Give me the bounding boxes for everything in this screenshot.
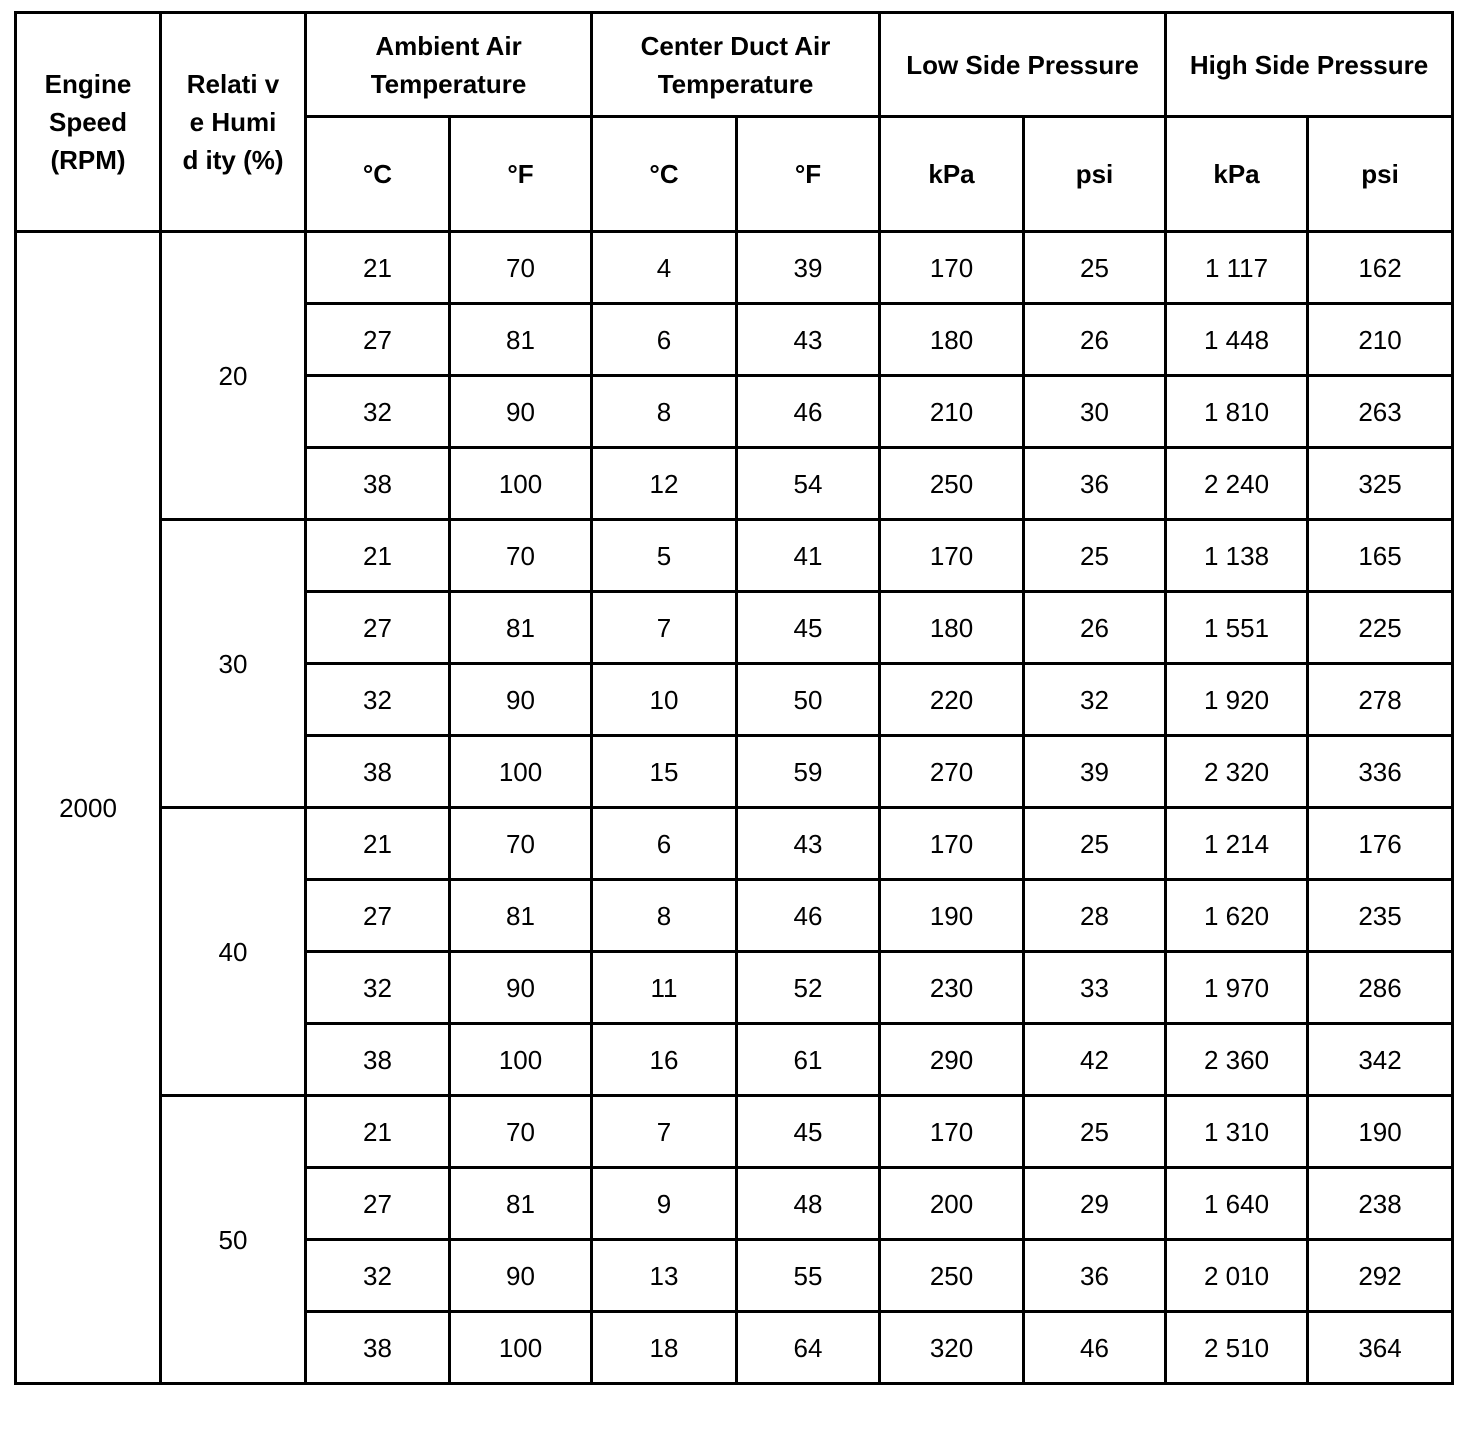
cell-high-kpa: 2 010 bbox=[1166, 1240, 1308, 1312]
cell-low-kpa: 180 bbox=[880, 592, 1024, 664]
cell-high-kpa: 2 360 bbox=[1166, 1024, 1308, 1096]
cell-ambient-c: 21 bbox=[306, 520, 450, 592]
cell-duct-c: 8 bbox=[592, 376, 737, 448]
cell-ambient-f: 100 bbox=[450, 1312, 592, 1384]
cell-duct-f: 46 bbox=[737, 880, 880, 952]
cell-high-psi: 263 bbox=[1308, 376, 1453, 448]
cell-low-kpa: 220 bbox=[880, 664, 1024, 736]
cell-duct-f: 39 bbox=[737, 232, 880, 304]
cell-low-kpa: 250 bbox=[880, 1240, 1024, 1312]
cell-low-psi: 29 bbox=[1024, 1168, 1166, 1240]
cell-duct-c: 7 bbox=[592, 592, 737, 664]
cell-duct-c: 16 bbox=[592, 1024, 737, 1096]
cell-ambient-c: 32 bbox=[306, 1240, 450, 1312]
cell-duct-f: 55 bbox=[737, 1240, 880, 1312]
cell-low-kpa: 170 bbox=[880, 520, 1024, 592]
cell-ambient-f: 70 bbox=[450, 1096, 592, 1168]
cell-ambient-c: 27 bbox=[306, 592, 450, 664]
cell-low-psi: 25 bbox=[1024, 232, 1166, 304]
cell-high-psi: 336 bbox=[1308, 736, 1453, 808]
cell-duct-c: 12 bbox=[592, 448, 737, 520]
cell-duct-c: 8 bbox=[592, 880, 737, 952]
cell-duct-c: 11 bbox=[592, 952, 737, 1024]
cell-ambient-f: 90 bbox=[450, 1240, 592, 1312]
cell-ambient-f: 70 bbox=[450, 520, 592, 592]
cell-ambient-c: 38 bbox=[306, 448, 450, 520]
cell-ambient-f: 81 bbox=[450, 592, 592, 664]
cell-duct-c: 7 bbox=[592, 1096, 737, 1168]
ambient-air-temperature-header: Ambient Air Temperature bbox=[306, 13, 592, 117]
cell-ambient-c: 27 bbox=[306, 1168, 450, 1240]
cell-high-psi: 342 bbox=[1308, 1024, 1453, 1096]
cell-duct-c: 6 bbox=[592, 304, 737, 376]
cell-high-psi: 176 bbox=[1308, 808, 1453, 880]
table-row bbox=[16, 520, 1453, 592]
cell-low-psi: 26 bbox=[1024, 304, 1166, 376]
cell-low-kpa: 320 bbox=[880, 1312, 1024, 1384]
cell-duct-c: 4 bbox=[592, 232, 737, 304]
cell-low-kpa: 170 bbox=[880, 808, 1024, 880]
cell-ambient-c: 38 bbox=[306, 736, 450, 808]
cell-high-kpa: 1 117 bbox=[1166, 232, 1308, 304]
humidity-cell: 50 bbox=[161, 1096, 306, 1384]
cell-high-psi: 292 bbox=[1308, 1240, 1453, 1312]
cell-high-kpa: 2 320 bbox=[1166, 736, 1308, 808]
cell-ambient-c: 21 bbox=[306, 1096, 450, 1168]
cell-ambient-f: 100 bbox=[450, 448, 592, 520]
cell-high-psi: 278 bbox=[1308, 664, 1453, 736]
cell-low-kpa: 210 bbox=[880, 376, 1024, 448]
cell-low-psi: 42 bbox=[1024, 1024, 1166, 1096]
cell-high-kpa: 1 920 bbox=[1166, 664, 1308, 736]
cell-ambient-f: 81 bbox=[450, 304, 592, 376]
unit-header-duct-f: °F bbox=[737, 117, 880, 232]
cell-high-kpa: 1 310 bbox=[1166, 1096, 1308, 1168]
cell-duct-c: 6 bbox=[592, 808, 737, 880]
cell-ambient-c: 21 bbox=[306, 232, 450, 304]
cell-ambient-f: 90 bbox=[450, 664, 592, 736]
table-row bbox=[16, 1096, 1453, 1168]
unit-header-low-kpa: kPa bbox=[880, 117, 1024, 232]
table-header bbox=[16, 13, 1453, 232]
cell-high-psi: 190 bbox=[1308, 1096, 1453, 1168]
unit-header-low-psi: psi bbox=[1024, 117, 1166, 232]
cell-high-kpa: 1 970 bbox=[1166, 952, 1308, 1024]
cell-low-kpa: 170 bbox=[880, 1096, 1024, 1168]
unit-header-high-psi: psi bbox=[1308, 117, 1453, 232]
cell-ambient-c: 21 bbox=[306, 808, 450, 880]
cell-duct-f: 61 bbox=[737, 1024, 880, 1096]
cell-low-kpa: 230 bbox=[880, 952, 1024, 1024]
unit-header-high-kpa: kPa bbox=[1166, 117, 1308, 232]
cell-low-psi: 32 bbox=[1024, 664, 1166, 736]
cell-low-kpa: 250 bbox=[880, 448, 1024, 520]
cell-duct-f: 48 bbox=[737, 1168, 880, 1240]
cell-low-psi: 25 bbox=[1024, 1096, 1166, 1168]
cell-high-psi: 286 bbox=[1308, 952, 1453, 1024]
cell-high-psi: 235 bbox=[1308, 880, 1453, 952]
cell-high-psi: 238 bbox=[1308, 1168, 1453, 1240]
table-body bbox=[16, 232, 1453, 1384]
cell-ambient-c: 38 bbox=[306, 1312, 450, 1384]
cell-ambient-c: 32 bbox=[306, 376, 450, 448]
cell-ambient-f: 100 bbox=[450, 1024, 592, 1096]
cell-high-psi: 325 bbox=[1308, 448, 1453, 520]
cell-duct-c: 10 bbox=[592, 664, 737, 736]
ac-performance-table bbox=[14, 11, 1454, 1385]
center-duct-air-temperature-header: Center Duct Air Temperature bbox=[592, 13, 880, 117]
cell-low-kpa: 270 bbox=[880, 736, 1024, 808]
unit-header-duct-c: °C bbox=[592, 117, 737, 232]
cell-duct-f: 54 bbox=[737, 448, 880, 520]
cell-high-kpa: 1 551 bbox=[1166, 592, 1308, 664]
cell-low-kpa: 200 bbox=[880, 1168, 1024, 1240]
cell-duct-f: 45 bbox=[737, 592, 880, 664]
cell-high-psi: 165 bbox=[1308, 520, 1453, 592]
cell-low-psi: 26 bbox=[1024, 592, 1166, 664]
cell-low-psi: 25 bbox=[1024, 520, 1166, 592]
cell-ambient-f: 70 bbox=[450, 232, 592, 304]
cell-low-psi: 28 bbox=[1024, 880, 1166, 952]
cell-duct-f: 59 bbox=[737, 736, 880, 808]
cell-low-psi: 36 bbox=[1024, 448, 1166, 520]
cell-duct-f: 41 bbox=[737, 520, 880, 592]
engine-speed-cell: 2000 bbox=[16, 232, 161, 1384]
cell-high-psi: 225 bbox=[1308, 592, 1453, 664]
cell-low-kpa: 290 bbox=[880, 1024, 1024, 1096]
cell-duct-f: 46 bbox=[737, 376, 880, 448]
high-side-pressure-header: High Side Pressure bbox=[1166, 13, 1453, 117]
humidity-cell: 20 bbox=[161, 232, 306, 520]
cell-duct-c: 9 bbox=[592, 1168, 737, 1240]
cell-duct-c: 13 bbox=[592, 1240, 737, 1312]
cell-duct-f: 43 bbox=[737, 304, 880, 376]
cell-duct-f: 50 bbox=[737, 664, 880, 736]
relative-humidity-header: Relati ve Humid ity (%) bbox=[161, 13, 306, 232]
cell-high-kpa: 1 620 bbox=[1166, 880, 1308, 952]
cell-low-kpa: 190 bbox=[880, 880, 1024, 952]
cell-ambient-c: 32 bbox=[306, 664, 450, 736]
cell-ambient-c: 27 bbox=[306, 880, 450, 952]
table-row bbox=[16, 808, 1453, 880]
cell-duct-c: 5 bbox=[592, 520, 737, 592]
cell-high-kpa: 1 640 bbox=[1166, 1168, 1308, 1240]
cell-duct-c: 18 bbox=[592, 1312, 737, 1384]
cell-duct-c: 15 bbox=[592, 736, 737, 808]
cell-low-kpa: 180 bbox=[880, 304, 1024, 376]
cell-ambient-c: 38 bbox=[306, 1024, 450, 1096]
cell-high-kpa: 1 810 bbox=[1166, 376, 1308, 448]
cell-ambient-f: 81 bbox=[450, 880, 592, 952]
cell-high-kpa: 2 510 bbox=[1166, 1312, 1308, 1384]
unit-header-ambient-f: °F bbox=[450, 117, 592, 232]
unit-header-ambient-c: °C bbox=[306, 117, 450, 232]
cell-low-psi: 46 bbox=[1024, 1312, 1166, 1384]
table-row bbox=[16, 232, 1453, 304]
cell-high-kpa: 1 138 bbox=[1166, 520, 1308, 592]
humidity-cell: 40 bbox=[161, 808, 306, 1096]
cell-high-psi: 364 bbox=[1308, 1312, 1453, 1384]
cell-high-kpa: 1 448 bbox=[1166, 304, 1308, 376]
low-side-pressure-header: Low Side Pressure bbox=[880, 13, 1166, 117]
cell-high-psi: 162 bbox=[1308, 232, 1453, 304]
cell-high-kpa: 2 240 bbox=[1166, 448, 1308, 520]
cell-high-psi: 210 bbox=[1308, 304, 1453, 376]
engine-speed-header: Engine Speed (RPM) bbox=[16, 13, 161, 232]
cell-high-kpa: 1 214 bbox=[1166, 808, 1308, 880]
cell-low-psi: 33 bbox=[1024, 952, 1166, 1024]
cell-duct-f: 52 bbox=[737, 952, 880, 1024]
cell-duct-f: 64 bbox=[737, 1312, 880, 1384]
cell-low-psi: 36 bbox=[1024, 1240, 1166, 1312]
cell-ambient-f: 81 bbox=[450, 1168, 592, 1240]
cell-low-kpa: 170 bbox=[880, 232, 1024, 304]
cell-ambient-f: 90 bbox=[450, 952, 592, 1024]
cell-low-psi: 25 bbox=[1024, 808, 1166, 880]
humidity-cell: 30 bbox=[161, 520, 306, 808]
cell-ambient-f: 100 bbox=[450, 736, 592, 808]
cell-duct-f: 45 bbox=[737, 1096, 880, 1168]
cell-low-psi: 30 bbox=[1024, 376, 1166, 448]
cell-duct-f: 43 bbox=[737, 808, 880, 880]
cell-ambient-c: 27 bbox=[306, 304, 450, 376]
cell-ambient-f: 70 bbox=[450, 808, 592, 880]
cell-ambient-c: 32 bbox=[306, 952, 450, 1024]
cell-ambient-f: 90 bbox=[450, 376, 592, 448]
cell-low-psi: 39 bbox=[1024, 736, 1166, 808]
